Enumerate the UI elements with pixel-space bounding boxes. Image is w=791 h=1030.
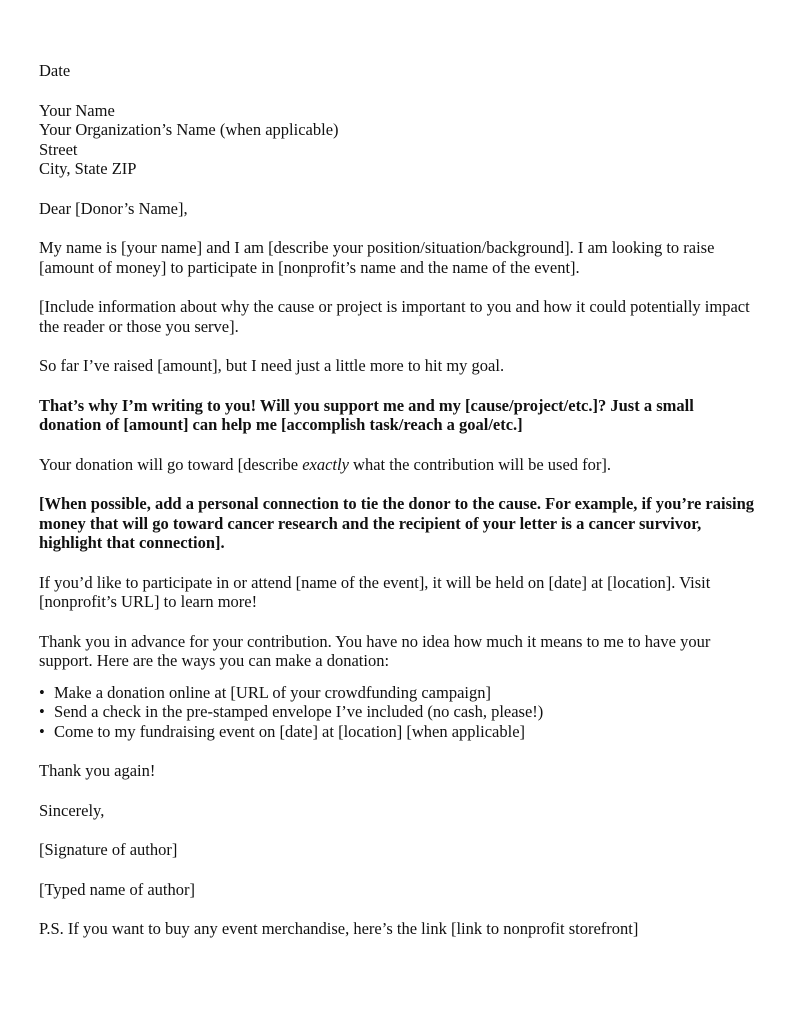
- letter-body: [39, 61, 759, 959]
- thanks-again-line: Thank you again!: [39, 761, 156, 780]
- typed-name-line: [Typed name of author]: [39, 879, 195, 899]
- postscript-line: P.S. If you want to buy any event merchandise, here’s the link [link to nonprofit storefront]: [39, 919, 639, 938]
- sender-city-state-zip: City, State ZIP: [39, 159, 137, 178]
- sender-name: Your Name: [39, 100, 115, 120]
- cause-info-paragraph: [Include information about why the cause or project is important to you and how it could potentially impact the reader or those you serve].: [39, 297, 750, 336]
- bullet-icon: •: [39, 702, 45, 721]
- list-item: [39, 683, 759, 703]
- closing-line: Sincerely,: [39, 800, 105, 820]
- list-item-text: Make a donation online at [URL of your crowdfunding campaign]: [54, 682, 491, 702]
- bullet-icon: •: [39, 682, 45, 702]
- sender-organization: Your Organization’s Name (when applicable): [39, 120, 339, 139]
- thanks-intro-paragraph: Thank you in advance for your contribution. You have no idea how much it means to me to have your support. Here are the ways you can make a donation:: [39, 631, 711, 670]
- use-of-funds-paragraph: [39, 455, 759, 475]
- list-item-text: Send a check in the pre-stamped envelope I’ve included (no cash, please!): [54, 702, 544, 721]
- ask-paragraph: That’s why I’m writing to you! Will you support me and my [cause/project/etc.]? Just a small donation of [amount] can help me [accomplish task/reach a goal/etc.]: [39, 395, 694, 434]
- use-of-funds-text-before: Your donation will go toward [describe: [39, 454, 303, 474]
- sender-address: [39, 101, 759, 179]
- date-line: Date: [39, 61, 71, 80]
- use-of-funds-text-after: what the contribution will be used for].: [348, 454, 612, 474]
- intro-paragraph: My name is [your name] and I am [describe your position/situation/background]. I am looking to raise [amount of money] to participate in [nonprofit’s name and the name of the event].: [39, 238, 715, 277]
- list-item: [39, 702, 759, 722]
- sender-street: Street: [39, 139, 78, 159]
- donation-ways-list: [39, 683, 759, 742]
- personal-connection-paragraph: [When possible, add a personal connection to tie the donor to the cause. For example, if you’re raising money that will go toward cancer research and the recipient of your letter is a cancer survivor, highlight that connection].: [39, 494, 754, 552]
- event-info-paragraph: If you’d like to participate in or attend [name of the event], it will be held on [date] at [location]. Visit [nonprofit’s URL] to learn more!: [39, 572, 711, 611]
- signature-line: [Signature of author]: [39, 840, 178, 859]
- bullet-icon: •: [39, 721, 45, 741]
- list-item: [39, 722, 759, 742]
- list-item-text: Come to my fundraising event on [date] at [location] [when applicable]: [54, 721, 526, 741]
- progress-paragraph: So far I’ve raised [amount], but I need just a little more to hit my goal.: [39, 356, 505, 375]
- salutation: Dear [Donor’s Name],: [39, 198, 188, 218]
- use-of-funds-emphasis: exactly: [302, 454, 349, 474]
